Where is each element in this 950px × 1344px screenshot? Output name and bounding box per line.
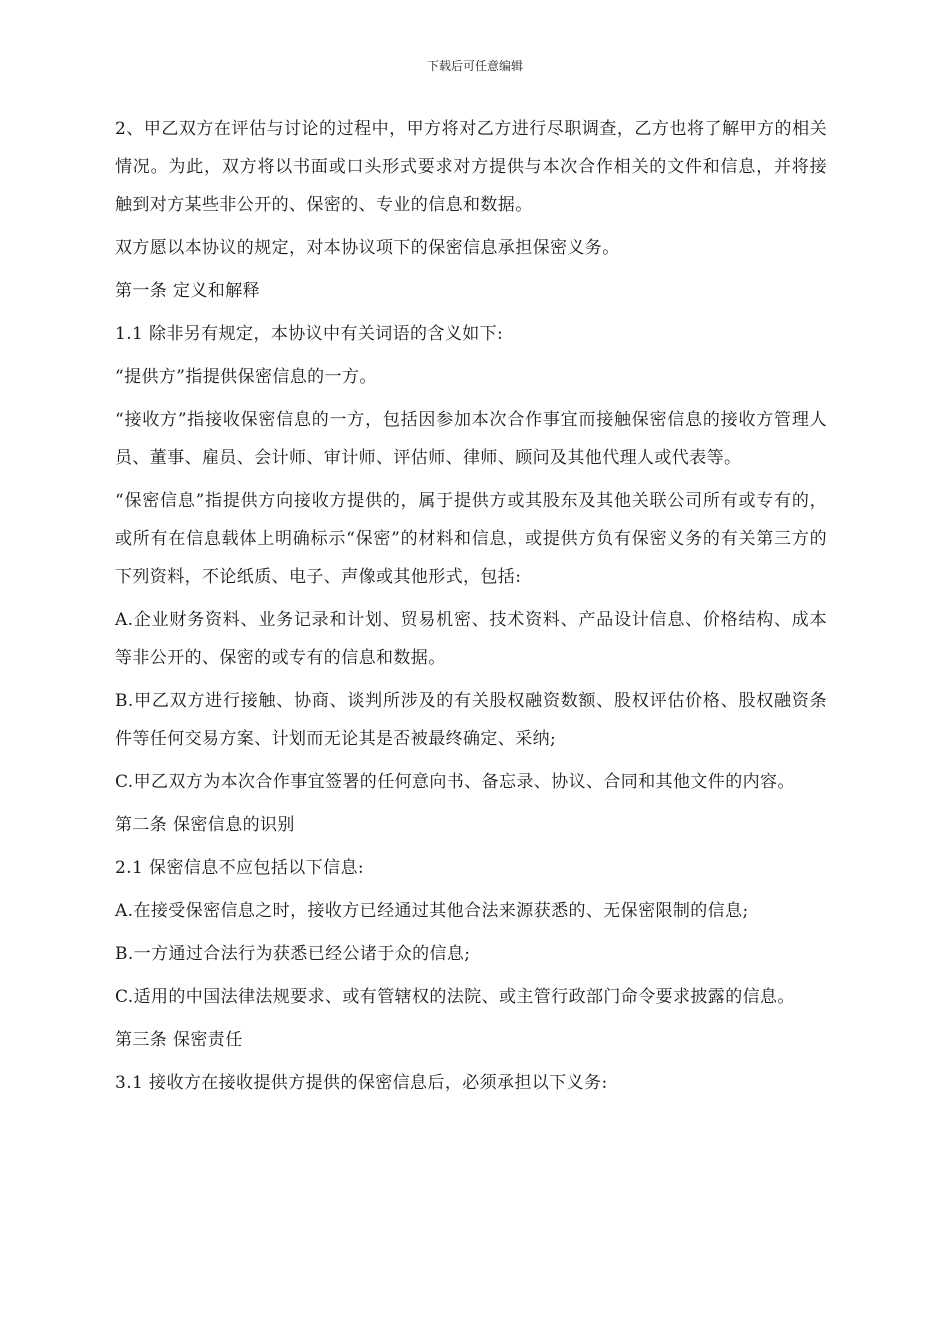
heading-article-1: 第一条 定义和解释	[115, 281, 261, 301]
paragraph-intro-2: 2、甲乙双方在评估与讨论的过程中，甲方将对乙方进行尽职调查，乙方也将了解甲方的相关情况。为此，双方将以书面或口头形式要求对方提供与本次合作相关的文件和信息，并将接触到对方某些非公开的、保密的、专业的信息和数据。	[115, 119, 827, 215]
item-1-a: A.企业财务资料、业务记录和计划、贸易机密、技术资料、产品设计信息、价格结构、成本等非公开的、保密的或专有的信息和数据。	[115, 610, 827, 668]
heading-article-2: 第二条 保密信息的识别	[115, 815, 295, 835]
clause-1-1: 1.1 除非另有规定，本协议中有关词语的含义如下:	[115, 324, 504, 344]
clause-3-1: 3.1 接收方在接收提供方提供的保密信息后，必须承担以下义务:	[115, 1073, 608, 1093]
clause-2-1: 2.1 保密信息不应包括以下信息:	[115, 858, 364, 878]
item-2-b: B.一方通过合法行为获悉已经公诸于众的信息;	[115, 944, 471, 964]
heading-article-3: 第三条 保密责任	[115, 1030, 243, 1050]
item-2-c: C.适用的中国法律法规要求、或有管辖权的法院、或主管行政部门命令要求披露的信息。	[115, 987, 795, 1007]
document-body	[115, 110, 827, 1107]
item-2-a: A.在接受保密信息之时，接收方已经通过其他合法来源获悉的、无保密限制的信息;	[115, 901, 749, 921]
definition-recipient: “接收方”指接收保密信息的一方，包括因参加本次合作事宜而接触保密信息的接收方管理人员、董事、雇员、会计师、审计师、评估师、律师、顾问及其他代理人或代表等。	[115, 410, 827, 468]
item-1-b: B.甲乙双方进行接触、协商、谈判所涉及的有关股权融资数额、股权评估价格、股权融资条件等任何交易方案、计划而无论其是否被最终确定、采纳;	[115, 691, 827, 749]
definition-provider: “提供方”指提供保密信息的一方。	[115, 367, 377, 387]
item-1-c: C.甲乙双方为本次合作事宜签署的任何意向书、备忘录、协议、合同和其他文件的内容。	[115, 772, 795, 792]
page-header: 下载后可任意编辑	[426, 59, 523, 73]
definition-confidential-info: “保密信息”指提供方向接收方提供的，属于提供方或其股东及其他关联公司所有或专有的，或所有在信息载体上明确标示“保密”的材料和信息，或提供方负有保密义务的有关第三方的下列资料，不论纸质、电子、声像或其他形式，包括:	[115, 491, 827, 587]
paragraph-undertaking: 双方愿以本协议的规定，对本协议项下的保密信息承担保密义务。	[115, 238, 620, 258]
